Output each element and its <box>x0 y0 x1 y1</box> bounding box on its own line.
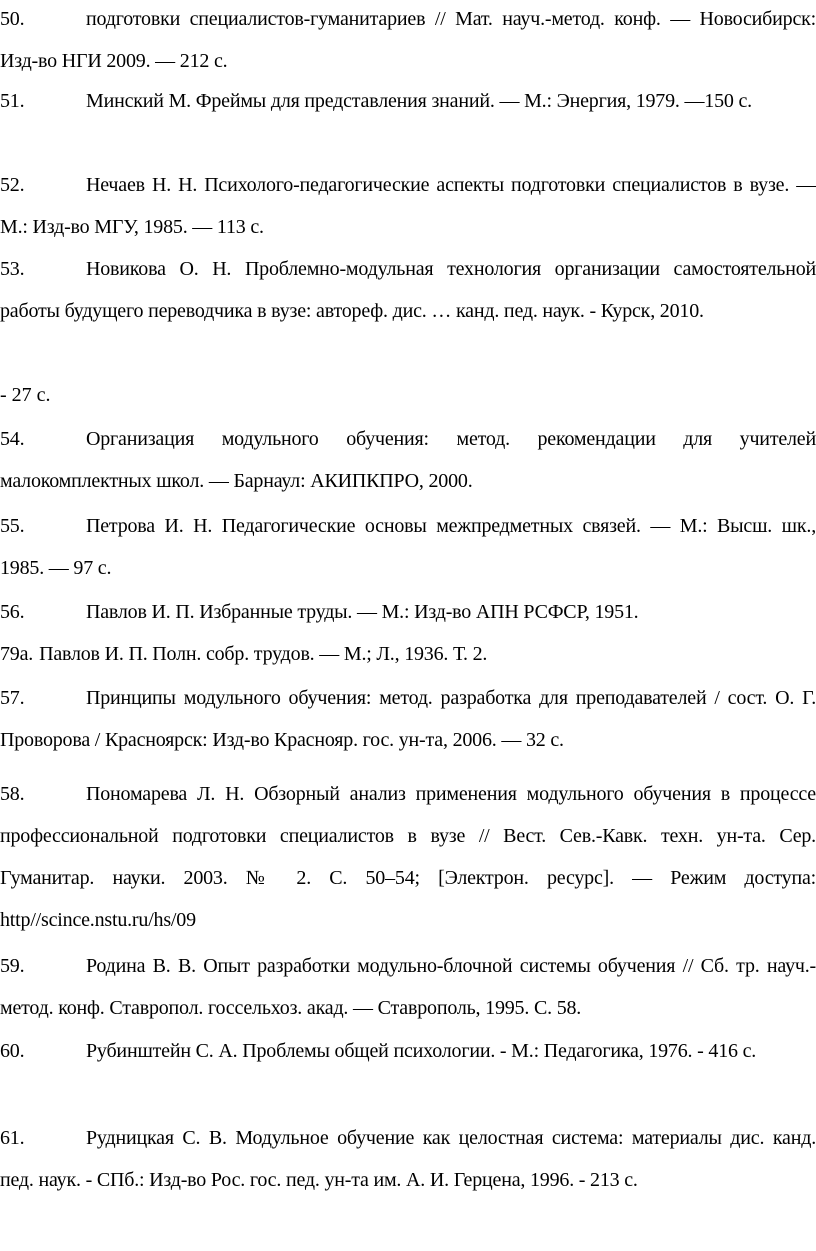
reference-entry-59 <box>0 945 816 1029</box>
reference-entry-61 <box>0 1117 816 1201</box>
reference-text: Родина В. В. Опыт разработки модульно-блочной системы обучения // Сб. тр. науч.-метод. конф. Ставропол. госсельхоз. акад. — Ставрополь, 1995. С. 58. <box>0 955 816 1019</box>
reference-entry-50 <box>0 0 816 82</box>
reference-number: 55. <box>0 515 25 537</box>
reference-number: 54. <box>0 428 25 450</box>
reference-text: Организация модульного обучения: метод. рекомендации для учителей малокомплектных школ. — Барнаул: АКИПКПРО, 2000. <box>0 428 816 492</box>
reference-text: Рудницкая С. В. Модульное обучение как целостная система: материалы дис. канд. пед. наук. - СПб.: Изд-во Рос. гос. пед. ун-та им. А. И. Герцена, 1996. - 213 с. <box>0 1127 816 1191</box>
reference-entry-55 <box>0 505 816 589</box>
reference-text: Нечаев Н. Н. Психолого-педагогические аспекты подготовки специалистов в вузе. — М.: Изд-во МГУ, 1985. — 113 с. <box>0 174 816 238</box>
reference-text: Пономарева Л. Н. Обзорный анализ применения модульного обучения в процессе профессиональной подготовки специалистов в вузе // Вест. Сев.-Кавк. техн. ун-та. Сер. Гуманитар. науки. 2003. № 2. С. 50–54; [Электрон. ресурс]. — Режим доступа: http//scince.nstu.ru/hs/09 <box>0 783 816 931</box>
reference-text: Минский М. Фреймы для представления знаний. — М.: Энергия, 1979. —150 с. <box>86 90 752 112</box>
reference-number: 50. <box>0 8 25 30</box>
reference-text: Павлов И. П. Полн. собр. трудов. — М.; Л., 1936. Т. 2. <box>39 643 488 665</box>
reference-number: 60. <box>0 1040 25 1062</box>
reference-continuation: - 27 с. <box>0 384 51 406</box>
reference-number: 57. <box>0 687 25 709</box>
reference-text: Принципы модульного обучения: метод. разработка для преподавателей / сост. О. Г. Проворова / Красноярск: Изд-во Краснояр. гос. ун-та, 2006. — 32 с. <box>0 687 816 751</box>
reference-text: Рубинштейн С. А. Проблемы общей психологии. - М.: Педагогика, 1976. - 416 с. <box>86 1040 757 1062</box>
reference-entry-60 <box>0 1030 816 1072</box>
reference-entry-53 <box>0 248 816 332</box>
reference-entry-58 <box>0 773 816 941</box>
reference-text: подготовки специалистов-гуманитариев // Мат. науч.-метод. конф. — Новосибирск: Изд-во НГИ 2009. — 212 с. <box>0 8 816 72</box>
reference-number: 59. <box>0 955 25 977</box>
reference-entry-52 <box>0 164 816 248</box>
reference-text: Новикова О. Н. Проблемно-модульная технология организации самостоятельной работы будущего переводчика в вузе: автореф. дис. … канд. пед. наук. - Курск, 2010. <box>0 258 816 322</box>
reference-entry-54 <box>0 418 816 502</box>
reference-entry-79a <box>0 633 816 675</box>
reference-number: 56. <box>0 601 25 623</box>
reference-number: 79а. <box>0 643 34 665</box>
reference-text: Петрова И. Н. Педагогические основы межпредметных связей. — М.: Высш. шк., 1985. — 97 с. <box>0 515 816 579</box>
reference-entry-51 <box>0 80 816 122</box>
reference-text: Павлов И. П. Избранные труды. — М.: Изд-во АПН РСФСР, 1951. <box>86 601 639 623</box>
reference-number: 51. <box>0 90 25 112</box>
reference-entry-57 <box>0 677 816 761</box>
reference-number: 52. <box>0 174 25 196</box>
reference-number: 53. <box>0 258 25 280</box>
reference-entry-56 <box>0 591 816 633</box>
reference-number: 61. <box>0 1127 25 1149</box>
reference-number: 58. <box>0 783 25 805</box>
